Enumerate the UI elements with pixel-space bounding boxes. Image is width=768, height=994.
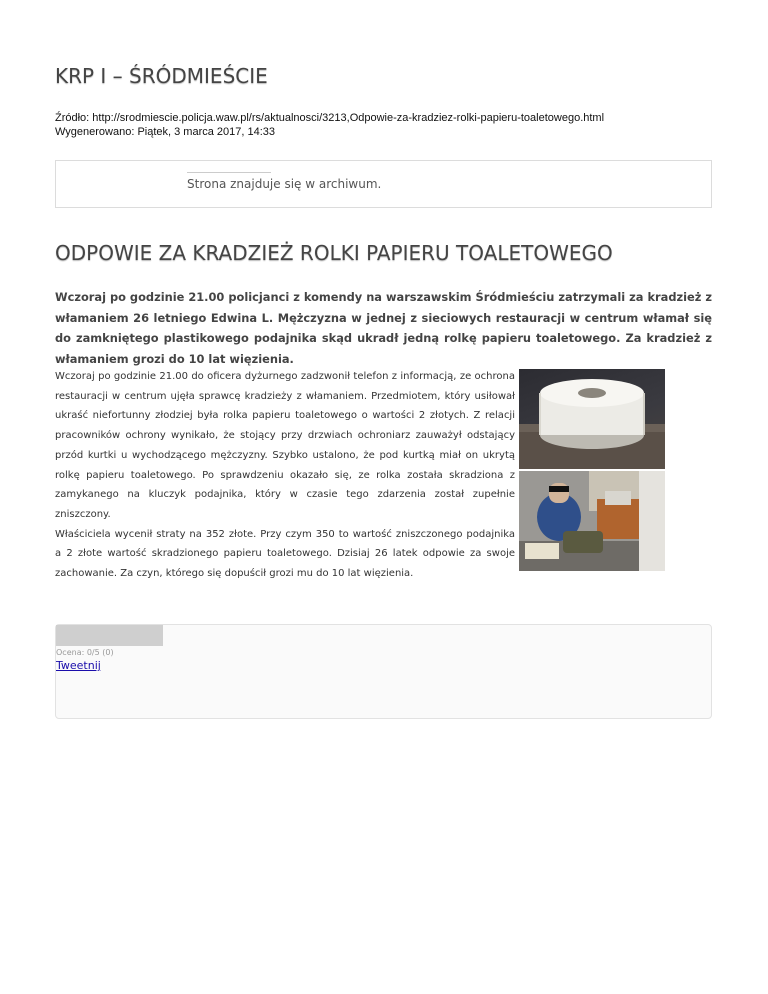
article-lead: Wczoraj po godzinie 21.00 policjanci z komendy na warszawskim Śródmieściu zatrzymali za kradzież z włamaniem 26 letniego Edwina L. Mężczyzna w jednej z sieciowych restauracji w centrum włamał się do zamkniętego plastikowego podajnika skąd ukradł jedną rolkę papieru toaletowego. Za kradzież z włamaniem grozi do 10 lat więzienia.	[55, 290, 712, 366]
archive-notice-box	[55, 160, 712, 208]
rating-text: Ocena: 0/5 (0)	[56, 648, 114, 657]
article-body	[55, 367, 515, 584]
article-paragraph: Wczoraj po godzinie 21.00 do oficera dyżurnego zadzwonił telefon z informacją, ze ochrona restauracji w centrum ujęła sprawcę kradzieży z włamaniem. Przedmiotem, który usiłował ukraść niefortunny złodziej była rolka papieru toaletowego o wartości 2 złotych. Z relacji pracowników ochrony wynikało, że stojący przy drzwiach ochroniarz zauważył odstający przód kurtki u wychodzącego mężczyzny. Szybko ustalono, że pod kurtką miał on ukrytą rolkę papieru toaletowego. Po sprawdzeniu okazało się, ze rolka została skradziona z zamykanego na kluczyk podajnika, który w czasie tego zdarzenia został zupełnie zniszczony.	[55, 371, 515, 520]
generated-line: Wygenerowano: Piątek, 3 marca 2017, 14:33	[55, 126, 276, 138]
source-line: Źródło: http://srodmiescie.policja.waw.pl/rs/aktualnosci/3213,Odpowie-za-kradziez-rolki-papieru-toaletowego.html	[55, 112, 605, 124]
archive-notice-divider	[187, 172, 271, 173]
rating-stars[interactable]	[56, 625, 163, 646]
article-paragraph: Właściciela wycenił straty na 352 złote. Przy czym 350 to wartość zniszczonego podajnika a 2 złote wartość skradzionego papieru toaletowego. Dzisiaj 26 latek odpowie za swoje zachowanie. Za czyn, którego się dopuścił grozi mu do 10 lat więzienia.	[55, 528, 515, 580]
suspect-scene-illustration	[519, 471, 665, 571]
article-footer	[55, 624, 712, 719]
suspect-photo	[519, 471, 665, 571]
article-title: ODPOWIE ZA KRADZIEŻ ROLKI PAPIERU TOALETOWEGO	[55, 241, 613, 265]
site-title: KRP I – ŚRÓDMIEŚCIE	[55, 64, 268, 88]
toilet-paper-roll-photo	[519, 369, 665, 469]
document-meta	[55, 111, 604, 139]
toilet-paper-roll-illustration	[519, 369, 665, 469]
archive-notice: Strona znajduje się w archiwum.	[187, 177, 382, 191]
tweet-link[interactable]: Tweetnij	[56, 659, 101, 672]
